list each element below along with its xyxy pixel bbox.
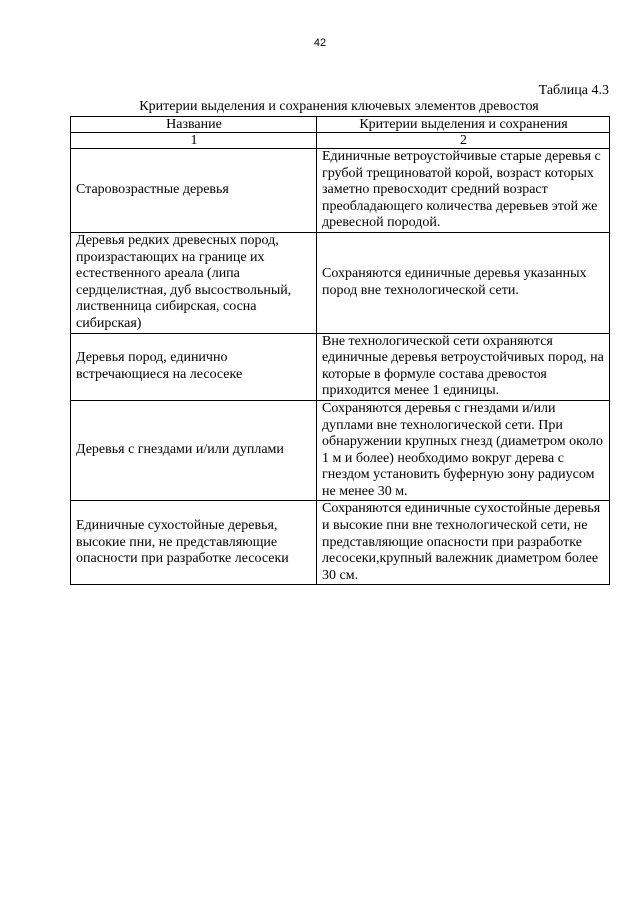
table-caption: Критерии выделения и сохранения ключевых элементов древостоя	[139, 99, 539, 114]
row-name-cell: Деревья редких древесных пород, произрастающих на границе их естественного ареала (липа сердцелистная, дуб высоствольный, лиственница сибирская, сосна сибирская)	[71, 232, 317, 333]
row-criteria-cell: Сохраняются единичные сухостойные деревья и высокие пни вне технологической сети, не представляющие опасности при разработке лесосеки,крупный валежник диаметром более 30 см.	[317, 501, 610, 585]
row-criteria-cell: Единичные ветроустойчивые старые деревья с грубой трещиноватой корой, возраст которых заметно превосходит средний возраст преобладающего количества деревьев этой же древесной породой.	[317, 149, 610, 233]
row-name-cell: Деревья с гнездами и/или дуплами	[71, 400, 317, 501]
table-header-row	[71, 117, 610, 133]
row-name-cell: Старовозрастные деревья	[71, 149, 317, 233]
column-header-name: Название	[71, 117, 317, 133]
row-criteria-cell: Вне технологической сети охраняются единичные деревья ветроустойчивых пород, на которые в формуле состава древостоя приходится менее 1 единицы.	[317, 333, 610, 400]
table-row	[71, 149, 610, 233]
table-row	[71, 232, 610, 333]
row-criteria-cell: Сохраняются деревья с гнездами и/или дуплами вне технологической сети. При обнаружении крупных гнезд (диаметром около 1 м и более) необходимо вокруг дерева с гнездом установить буферную зону радиусом не менее 30 м.	[317, 400, 610, 501]
table-row	[71, 501, 610, 585]
row-name-cell: Деревья пород, единично встречающиеся на лесосеке	[71, 333, 317, 400]
table-row	[71, 400, 610, 501]
table-label: Таблица 4.3	[538, 83, 609, 98]
column-header-criteria: Критерии выделения и сохранения	[317, 117, 610, 133]
criteria-table	[70, 116, 610, 585]
row-criteria-cell: Сохраняются единичные деревья указанных пород вне технологической сети.	[317, 232, 610, 333]
column-number-row	[71, 133, 610, 149]
column-number-1: 1	[71, 133, 317, 149]
page-number: 42	[313, 37, 327, 49]
row-name-cell: Единичные сухостойные деревья, высокие пни, не представляющие опасности при разработке лесосеки	[71, 501, 317, 585]
column-number-2: 2	[317, 133, 610, 149]
table-row	[71, 333, 610, 400]
